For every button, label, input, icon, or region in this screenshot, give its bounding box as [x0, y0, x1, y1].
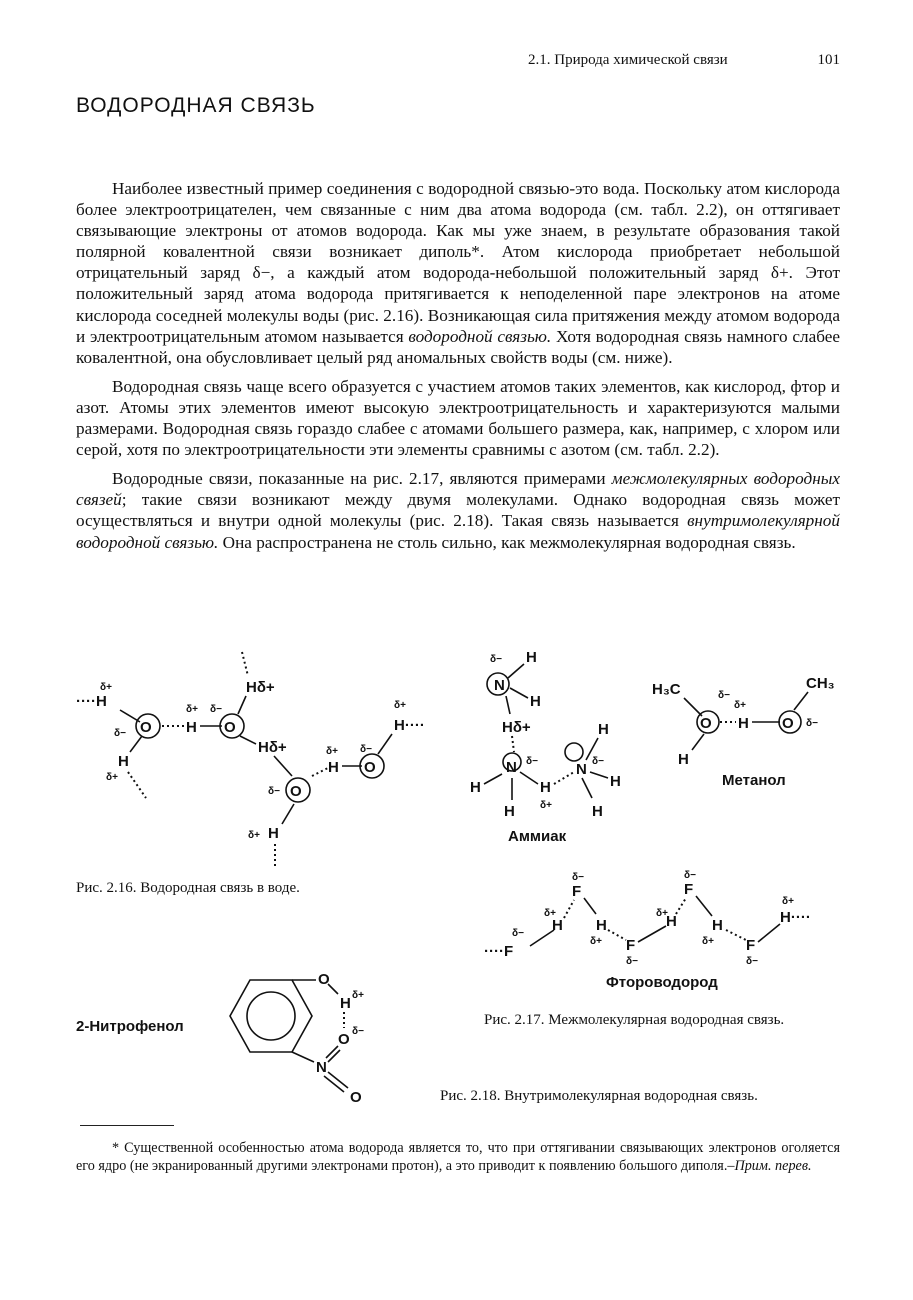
- figure-nitrophenol-diagram: [204, 962, 424, 1112]
- hf-bond-5: [758, 924, 780, 942]
- nh3-h-4: H: [470, 779, 481, 796]
- hf-delta-6: δ+: [656, 908, 668, 919]
- hf-delta-1: δ−: [512, 928, 524, 939]
- nh3-h-1: H: [526, 649, 537, 666]
- fig218-caption: Рис. 2.18. Внутримолекулярная водородная связь.: [440, 1088, 758, 1104]
- np-o-3: O: [350, 1089, 362, 1106]
- water-hbond-1: [128, 772, 146, 798]
- hf-delta-8: δ+: [702, 936, 714, 947]
- water-delta-4: δ+: [186, 704, 198, 715]
- np-bond-no-2b: [324, 1076, 344, 1092]
- water-delta-8: δ−: [360, 744, 372, 755]
- nh3-bond-9: [582, 778, 592, 798]
- hf-h-2: H: [596, 917, 607, 934]
- np-bond-no-1b: [328, 1050, 340, 1062]
- nitrophenol-label: 2-Нитрофенол: [76, 1018, 184, 1035]
- meoh-delta-1: δ−: [718, 690, 730, 701]
- water-bond-2: [130, 736, 142, 752]
- paragraph-1-text-a: Наиболее известный пример соединения с водородной связью-это вода. Поскольку атом кислорода более электроотрицателен, чем связанные с ним два атома водорода (см. табл. 2.2), он оттягивает связывающие электроны от атомов водорода. Как мы уже знаем, в результате образования такой полярной ковалентной связи возникает диполь*. Атом кислорода приобретает небольшой отрицательный заряд δ−, а каждый атом водорода-небольшой положительный заряд δ+. Этот положительный заряд атома водорода притягивается к неподеленной паре электронов на атоме кислорода соседней молекулы воды (рис. 2.16). Возникающая сила притяжения между атомом водорода и электроотрицательным атомом называется: [76, 179, 840, 346]
- footnote-attribution: Прим. перев.: [734, 1157, 812, 1174]
- nh3-n-2: N: [506, 759, 517, 776]
- hf-delta-2: δ+: [544, 908, 556, 919]
- nh3-h-5: H: [504, 803, 515, 820]
- meoh-delta-3: δ−: [806, 718, 818, 729]
- hf-bond-3: [638, 926, 666, 942]
- nh3-hbond-1: [512, 736, 514, 752]
- hf-f-3: F: [626, 937, 636, 954]
- figure-ammonia-diagram: [462, 640, 642, 830]
- ammonia-label: Аммиак: [508, 828, 567, 845]
- water-bond-5: [240, 736, 256, 744]
- water-bond-8: [378, 734, 392, 754]
- water-delta-9: δ+: [394, 700, 406, 711]
- hf-hbond-4: [726, 930, 746, 940]
- meoh-delta-2: δ+: [734, 700, 746, 711]
- term-intramolecular: внутримолекулярной водородной связью.: [76, 511, 840, 552]
- hf-label: Фтороводород: [606, 974, 718, 991]
- page-number: 101: [817, 52, 840, 68]
- water-o-1: O: [140, 719, 152, 736]
- water-o-4: O: [364, 759, 376, 776]
- meoh-h-2: H: [738, 715, 749, 732]
- paragraph-1-text-b: Хотя водородная связь намного слабее ковалентной, она обусловливает целый ряд аномальных свойств воды (см. ниже).: [76, 326, 840, 367]
- nh3-bond-1: [508, 664, 524, 678]
- running-head-section: 2.1. Природа химической связи: [528, 52, 728, 68]
- np-delta-1: δ+: [352, 990, 364, 1001]
- water-delta-2: δ−: [114, 728, 126, 739]
- nh3-h-7: H: [598, 721, 609, 738]
- water-h-5: Hδ+: [258, 739, 287, 756]
- water-h-left: ····H: [76, 693, 107, 710]
- nh3-bond-3: [506, 696, 510, 714]
- meoh-bond-2: [692, 734, 704, 750]
- figure-water-diagram: [70, 640, 450, 870]
- hf-delta-10: δ+: [782, 896, 794, 907]
- water-delta-3: δ+: [106, 772, 118, 783]
- np-h: H: [340, 995, 351, 1012]
- nh3-delta-1: δ−: [490, 654, 502, 665]
- paragraph-3-text-b: ; такие связи возникают между двумя молекулами. Однако водородная связь может осуществляться и внутри одной молекулы (рис. 2.18). Такая связь называется: [76, 490, 840, 531]
- hf-bond-1: [530, 930, 554, 946]
- nh3-delta-3: δ+: [540, 800, 552, 811]
- nh3-n-3: N: [576, 761, 587, 778]
- term-intermolecular: межмолекулярных водородных связей: [76, 469, 840, 510]
- hf-f-2: F: [572, 883, 582, 900]
- np-delta-2: δ−: [352, 1026, 364, 1037]
- water-o-2: O: [224, 719, 236, 736]
- meoh-ch3: CH₃: [806, 675, 835, 692]
- water-h-6: H: [328, 759, 339, 776]
- water-delta-6: δ−: [268, 786, 280, 797]
- nh3-bond-6: [520, 772, 538, 784]
- water-h-3: H: [186, 719, 197, 736]
- hf-delta-9: δ−: [746, 956, 758, 967]
- hf-h-4: H: [712, 917, 723, 934]
- hf-bond-2: [584, 898, 596, 914]
- nh3-n-3-pair: [565, 743, 583, 761]
- figure-hf-diagram: [480, 868, 840, 968]
- figure-methanol-diagram: [648, 664, 848, 774]
- fig217-caption: Рис. 2.17. Межмолекулярная водородная связь.: [484, 1012, 785, 1028]
- meoh-o-2: O: [782, 715, 794, 732]
- nh3-bond-2: [510, 688, 528, 698]
- np-n: N: [316, 1059, 327, 1076]
- paragraph-3: [76, 468, 840, 552]
- hf-hbond-1: [564, 900, 574, 918]
- meoh-h3c-1: H₃C: [652, 681, 681, 698]
- hf-f-4: F: [684, 881, 694, 898]
- nh3-h-9: H: [592, 803, 603, 820]
- paragraph-1: [76, 178, 840, 368]
- hf-bond-4: [696, 896, 712, 916]
- water-h-4: Hδ+: [246, 679, 275, 696]
- water-delta-1: δ+: [100, 682, 112, 693]
- hf-h-5: H····: [780, 909, 811, 926]
- paragraph-2: Водородная связь чаще всего образуется с участием атомов таких элементов, как кислород, фтор и азот. Атомы этих элементов имеют высокую электроотрицательность и характеризуются малыми размерами. Водородная связь гораздо слабее с атомами большего размера, как, например, с хлором или серой, хотя по электроотрицательности эти элементы сравнимы с азотом (см. табл. 2.2).: [76, 376, 840, 460]
- hf-hbond-3: [676, 898, 686, 914]
- nh3-h-3: Hδ+: [502, 719, 531, 736]
- footnote-rule: [80, 1125, 174, 1126]
- hf-h-1: H: [552, 917, 563, 934]
- paragraph-3-text-c: Она распространена не столь сильно, как межмолекулярная водородная связь.: [218, 532, 796, 552]
- water-delta-10: δ+: [248, 830, 260, 841]
- hf-f-1: ····F: [484, 943, 514, 960]
- nh3-bond-8: [590, 772, 608, 778]
- nh3-hbond-2: [554, 772, 574, 784]
- water-h-8: H: [268, 825, 279, 842]
- water-hbond-3: [242, 652, 248, 676]
- fig216-caption: Рис. 2.16. Водородная связь в воде.: [76, 880, 300, 896]
- hf-delta-4: δ+: [590, 936, 602, 947]
- benzene-aromatic-circle: [247, 992, 295, 1040]
- water-bond-4: [238, 696, 246, 714]
- water-h-2: H: [118, 753, 129, 770]
- footnote-text: * Существенной особенностью атома водорода является то, что при оттягивании связывающих электронов оголяется его ядро (не экранированный другими электронами протон), а это приводит к появлению большого диполя.: [76, 1140, 840, 1174]
- hf-delta-5: δ−: [626, 956, 638, 967]
- nh3-delta-4: δ−: [592, 756, 604, 767]
- nh3-h-6: H: [540, 779, 551, 796]
- np-bond-oh: [328, 984, 338, 994]
- nh3-h-8: H: [610, 773, 621, 790]
- running-head: [528, 52, 840, 69]
- water-delta-7: δ+: [326, 746, 338, 757]
- meoh-bond-4: [794, 692, 808, 710]
- nh3-bond-4: [484, 774, 502, 784]
- meoh-o-1: O: [700, 715, 712, 732]
- np-bond-no-2: [328, 1072, 348, 1088]
- water-o-3: O: [290, 783, 302, 800]
- np-o-1: O: [318, 971, 330, 988]
- meoh-bond-1: [684, 698, 702, 716]
- footnote: * Существенной особенностью атома водорода является то, что при оттягивании связывающих электронов оголяется его ядро (не экранированный другими электронами протон), а это приводит к появлению большого диполя.–Прим. перев.: [76, 1140, 840, 1174]
- water-h-7: H····: [394, 717, 425, 734]
- benzene-ring: [230, 980, 312, 1052]
- hf-h-3: H: [666, 913, 677, 930]
- np-o-2: O: [338, 1031, 350, 1048]
- section-title: ВОДОРОДНАЯ СВЯЗЬ: [76, 94, 316, 117]
- np-bond-no-1: [326, 1046, 338, 1058]
- hf-delta-3: δ−: [572, 872, 584, 883]
- body-text: [76, 178, 840, 561]
- paragraph-3-text-a: Водородные связи, показанные на рис. 2.17, являются примерами: [112, 469, 612, 489]
- water-delta-5: δ−: [210, 704, 222, 715]
- meoh-h-1: H: [678, 751, 689, 768]
- hf-delta-7: δ−: [684, 870, 696, 881]
- water-hbond-4: [312, 768, 328, 776]
- methanol-label: Метанол: [722, 772, 786, 789]
- nh3-n-1: N: [494, 677, 505, 694]
- water-bond-6: [274, 756, 292, 776]
- nh3-h-2: H: [530, 693, 541, 710]
- hf-f-5: F: [746, 937, 756, 954]
- water-bond-9: [282, 804, 294, 824]
- nh3-delta-2: δ−: [526, 756, 538, 767]
- hf-hbond-2: [608, 930, 626, 940]
- np-bond-cn: [292, 1052, 314, 1062]
- term-hydrogen-bond: водородной связью.: [408, 326, 552, 346]
